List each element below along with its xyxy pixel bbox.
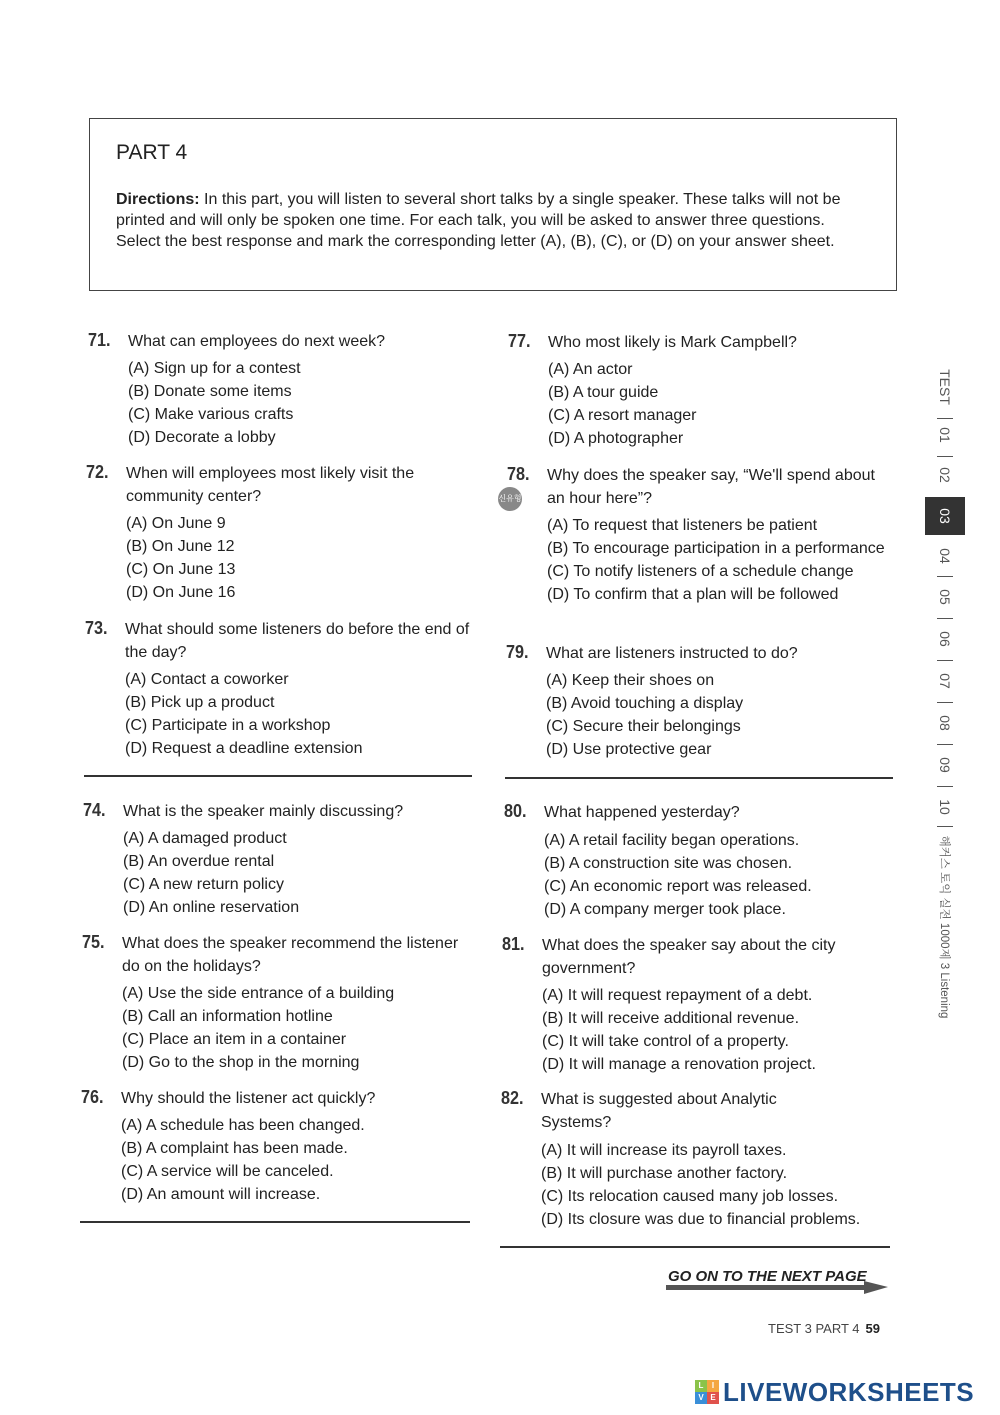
question-text: What happened yesterday? xyxy=(544,804,740,821)
question-number: 75. xyxy=(82,932,105,952)
option-d[interactable]: (D) An amount will increase. xyxy=(121,1186,321,1203)
options-list xyxy=(121,1114,481,1206)
option-d[interactable]: (D) It will manage a renovation project. xyxy=(542,1056,816,1073)
options-list xyxy=(542,984,902,1076)
question-text: What does the speaker say about the city government? xyxy=(542,937,836,977)
new-type-badge-icon: 신유형 xyxy=(498,487,522,511)
option-c[interactable]: (C) A resort manager xyxy=(548,407,697,424)
section-divider xyxy=(505,777,893,779)
option-d[interactable]: (D) Its closure was due to financial problems. xyxy=(541,1211,861,1228)
side-tab-03[interactable]: 03 xyxy=(925,497,965,535)
option-c[interactable]: (C) Secure their belongings xyxy=(546,718,741,735)
question-text: What should some listeners do before the end of the day? xyxy=(125,621,470,661)
option-a[interactable]: (A) Use the side entrance of a building xyxy=(122,985,395,1002)
options-list xyxy=(544,829,904,921)
question-text: Why does the speaker say, “We'll spend about an hour here”? xyxy=(547,467,875,507)
directions-label: Directions: xyxy=(116,191,200,208)
option-c[interactable]: (C) It will take control of a property. xyxy=(542,1033,789,1050)
question-number: 73. xyxy=(85,618,108,638)
option-a[interactable]: (A) A retail facility began operations. xyxy=(544,832,800,849)
directions-text xyxy=(116,189,861,252)
side-tab-07[interactable]: 07 xyxy=(936,673,953,689)
options-list xyxy=(126,512,486,604)
option-d[interactable]: (D) Request a deadline extension xyxy=(125,740,363,757)
brand-name: LIVEWORKSHEETS xyxy=(723,1376,975,1407)
option-a[interactable]: (A) A schedule has been changed. xyxy=(121,1117,365,1134)
next-page-arrow-icon xyxy=(666,1285,866,1290)
book-title-label: 해커스 토익 실전 1000제 3 Listening xyxy=(938,835,950,1019)
question-number: 80. xyxy=(504,801,527,821)
option-b[interactable]: (B) It will purchase another factory. xyxy=(541,1165,788,1182)
question-text: Who most likely is Mark Campbell? xyxy=(548,334,797,351)
section-divider xyxy=(80,1221,470,1223)
part-title: PART 4 xyxy=(116,141,188,164)
options-list xyxy=(547,514,907,606)
option-a[interactable]: (A) A damaged product xyxy=(123,830,287,847)
options-list xyxy=(122,982,482,1074)
option-d[interactable]: (D) A company merger took place. xyxy=(544,901,786,918)
options-list xyxy=(546,669,906,761)
option-d[interactable]: (D) A photographer xyxy=(548,430,684,447)
question-number: 71. xyxy=(88,330,111,350)
question-number: 72. xyxy=(86,462,109,482)
option-b[interactable]: (B) Avoid touching a display xyxy=(546,695,744,712)
footer-label: TEST 3 PART 4 xyxy=(768,1321,860,1336)
option-a[interactable]: (A) Sign up for a contest xyxy=(128,360,301,377)
question-text: What are listeners instructed to do? xyxy=(546,645,798,662)
option-b[interactable]: (B) It will receive additional revenue. xyxy=(542,1010,800,1027)
option-d[interactable]: (D) Use protective gear xyxy=(546,741,712,758)
option-b[interactable]: (B) An overdue rental xyxy=(123,853,275,870)
liveworksheets-logo-icon: L I V E xyxy=(695,1380,719,1404)
option-b[interactable]: (B) To encourage participation in a performance xyxy=(547,540,885,557)
option-d[interactable]: (D) An online reservation xyxy=(123,899,300,916)
option-a[interactable]: (A) An actor xyxy=(548,361,633,378)
option-d[interactable]: (D) Go to the shop in the morning xyxy=(122,1054,360,1071)
option-a[interactable]: (A) To request that listeners be patient xyxy=(547,517,818,534)
option-b[interactable]: (B) Donate some items xyxy=(128,383,292,400)
side-tab-04[interactable]: 04 xyxy=(936,548,953,564)
directions-box xyxy=(89,118,897,291)
option-c[interactable]: (C) Its relocation caused many job losses. xyxy=(541,1188,839,1205)
side-tab-09[interactable]: 09 xyxy=(936,757,953,773)
option-d[interactable]: (D) On June 16 xyxy=(126,584,236,601)
side-tab-05[interactable]: 05 xyxy=(936,589,953,605)
side-tab-test: TEST xyxy=(937,369,953,405)
question-text: Why should the listener act quickly? xyxy=(121,1090,376,1107)
liveworksheets-brand[interactable] xyxy=(695,1375,974,1409)
side-tab-01[interactable]: 01 xyxy=(936,427,953,443)
option-a[interactable]: (A) Keep their shoes on xyxy=(546,672,715,689)
option-b[interactable]: (B) A tour guide xyxy=(548,384,659,401)
section-divider xyxy=(84,775,472,777)
question-text: When will employees most likely visit the community center? xyxy=(126,465,415,505)
option-b[interactable]: (B) A construction site was chosen. xyxy=(544,855,793,872)
options-list xyxy=(125,668,485,760)
option-c[interactable]: (C) A service will be canceled. xyxy=(121,1163,334,1180)
option-c[interactable]: (C) A new return policy xyxy=(123,876,284,893)
option-d[interactable]: (D) To confirm that a plan will be followed xyxy=(547,586,839,603)
question-text: What is the speaker mainly discussing? xyxy=(123,803,404,820)
option-c[interactable]: (C) Place an item in a container xyxy=(122,1031,347,1048)
option-a[interactable]: (A) Contact a coworker xyxy=(125,671,289,688)
option-b[interactable]: (B) A complaint has been made. xyxy=(121,1140,348,1157)
option-c[interactable]: (C) Make various crafts xyxy=(128,406,294,423)
option-a[interactable]: (A) It will request repayment of a debt. xyxy=(542,987,813,1004)
option-a[interactable]: (A) It will increase its payroll taxes. xyxy=(541,1142,787,1159)
question-text: What does the speaker recommend the listener do on the holidays? xyxy=(122,935,459,975)
side-tab-10[interactable]: 10 xyxy=(936,799,953,815)
page-number: 59 xyxy=(865,1321,880,1336)
question-text: What can employees do next week? xyxy=(128,333,386,350)
question-number: 79. xyxy=(506,642,529,662)
page-footer xyxy=(768,1321,880,1336)
question-number: 81. xyxy=(502,934,525,954)
option-c[interactable]: (C) Participate in a workshop xyxy=(125,717,331,734)
question-number: 74. xyxy=(83,800,106,820)
question-number: 76. xyxy=(81,1087,104,1107)
option-c[interactable]: (C) On June 13 xyxy=(126,561,236,578)
question-number: 77. xyxy=(508,331,531,351)
options-list xyxy=(548,358,908,450)
options-list xyxy=(123,827,483,919)
option-b[interactable]: (B) Call an information hotline xyxy=(122,1008,333,1025)
arrow-head-icon xyxy=(864,1281,888,1294)
option-c[interactable]: (C) To notify listeners of a schedule change xyxy=(547,563,854,580)
side-tab-02[interactable]: 02 xyxy=(936,467,953,483)
question-text: What is suggested about Analytic Systems? xyxy=(541,1091,777,1131)
options-list xyxy=(128,357,488,449)
option-d[interactable]: (D) Decorate a lobby xyxy=(128,429,276,446)
next-page-label: GO ON TO THE NEXT PAGE xyxy=(668,1268,867,1285)
question-number: 82. xyxy=(501,1088,524,1108)
side-tab-08[interactable]: 08 xyxy=(936,715,953,731)
option-c[interactable]: (C) An economic report was released. xyxy=(544,878,812,895)
side-tab-index xyxy=(925,362,965,1022)
question-number: 78. xyxy=(507,464,530,484)
option-b[interactable]: (B) Pick up a product xyxy=(125,694,275,711)
side-tab-06[interactable]: 06 xyxy=(936,631,953,647)
option-b[interactable]: (B) On June 12 xyxy=(126,538,235,555)
options-list xyxy=(541,1139,901,1231)
option-a[interactable]: (A) On June 9 xyxy=(126,515,226,532)
section-divider xyxy=(500,1246,890,1248)
directions-body: In this part, you will listen to several short talks by a single speaker. These talks will not be printed and will only be spoken one time. For each talk, you will be asked to answer three questions. Select the best response and mark the corresponding letter (A), (B), (C), or (D) on your answer sheet. xyxy=(116,191,841,250)
